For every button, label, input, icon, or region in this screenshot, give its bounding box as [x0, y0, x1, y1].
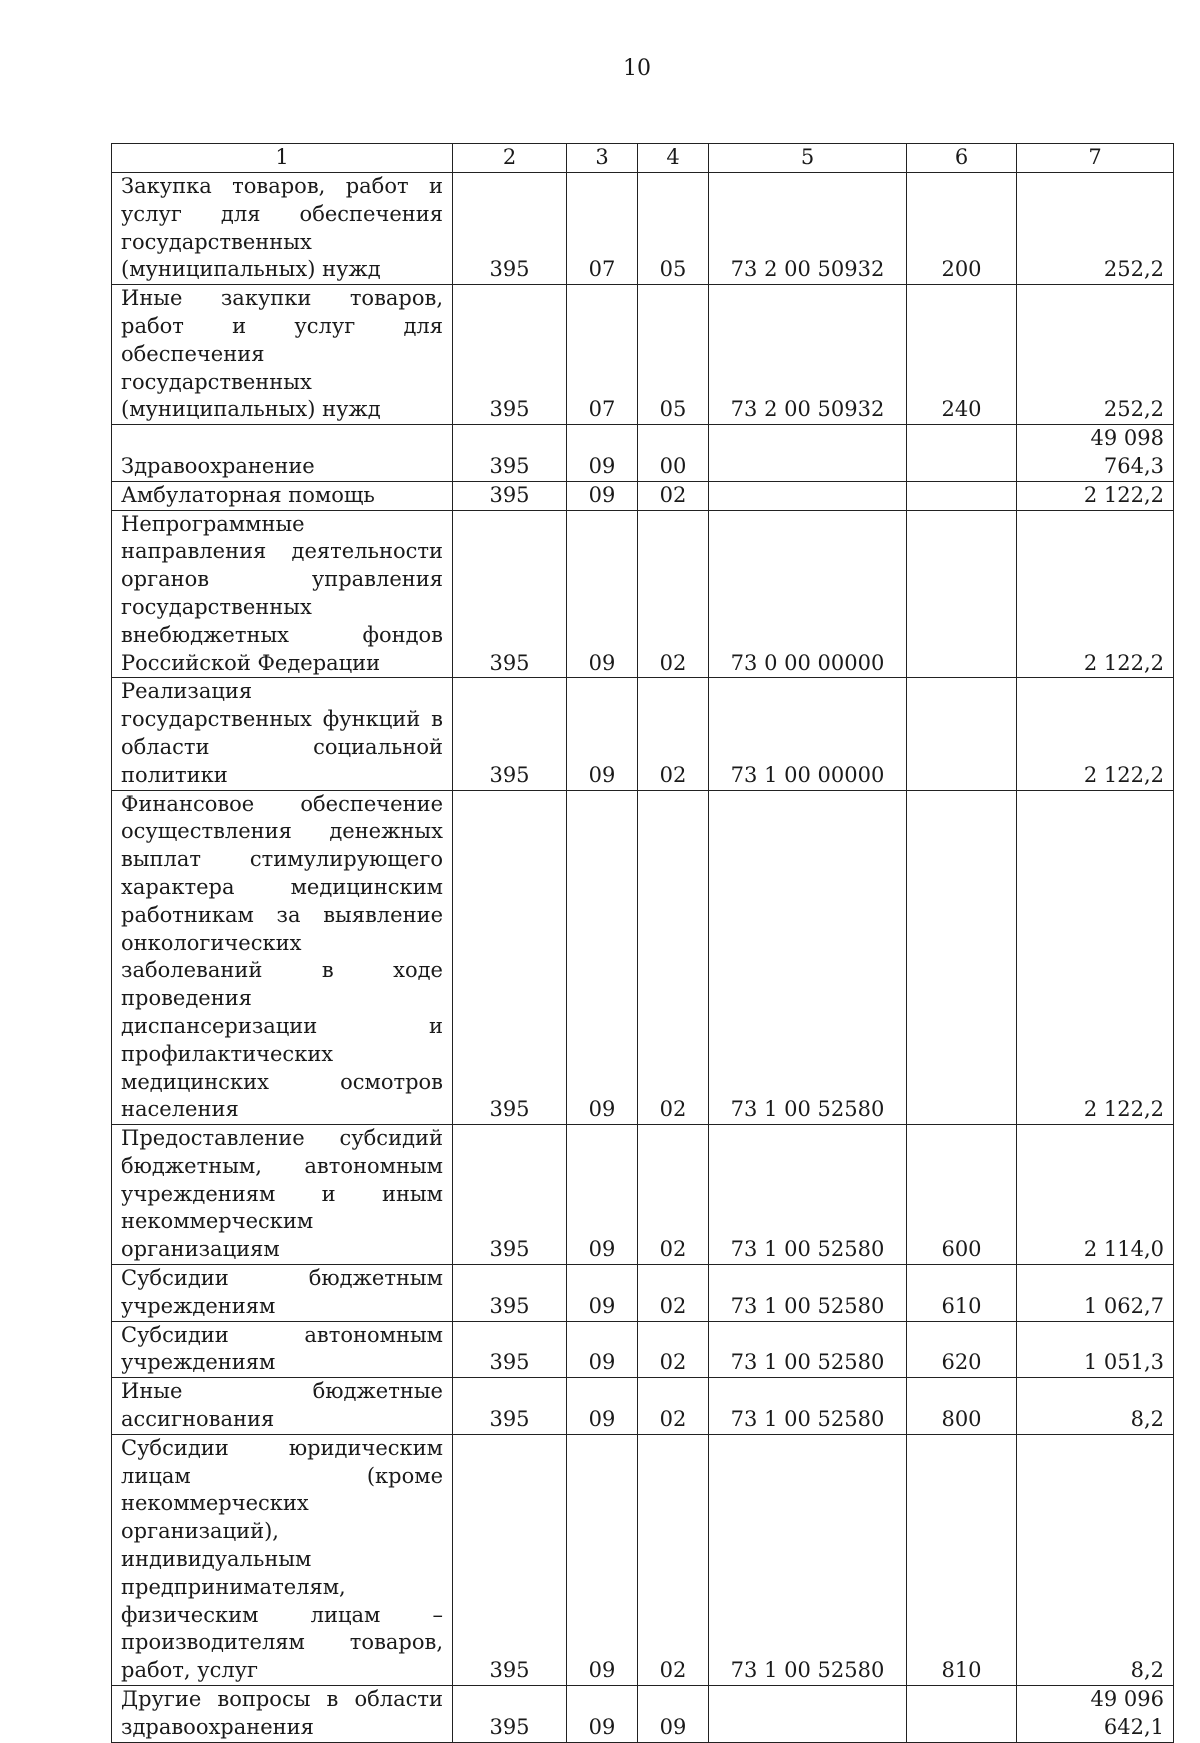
line-item-name: Финансовое обеспечение осуществления денежных выплат стимулирующего характера медицинским работникам за выявление онкологических заболеваний в ходе проведения диспансеризации и профилактических медицинских осмотров населения [112, 790, 453, 1125]
section-code: 07 [567, 173, 638, 285]
section-code: 09 [567, 790, 638, 1125]
amount-value: 252,2 [1017, 173, 1174, 285]
amount-value: 1 062,7 [1017, 1265, 1174, 1322]
grbs-code: 395 [453, 285, 567, 425]
section-code: 09 [567, 678, 638, 790]
table-row [112, 510, 1174, 678]
grbs-code: 395 [453, 678, 567, 790]
grbs-code: 395 [453, 173, 567, 285]
expense-type-code [907, 1686, 1017, 1743]
grbs-code: 395 [453, 790, 567, 1125]
expense-type-code: 800 [907, 1378, 1017, 1435]
expense-type-code: 810 [907, 1434, 1017, 1685]
table-row [112, 1265, 1174, 1322]
subsection-code: 02 [638, 790, 709, 1125]
target-article-code: 73 1 00 52580 [709, 790, 907, 1125]
amount-value: 252,2 [1017, 285, 1174, 425]
section-code: 09 [567, 510, 638, 678]
grbs-code: 395 [453, 1378, 567, 1435]
line-item-name: Субсидии юридическим лицам (кроме некоммерческих организаций), индивидуальным предпринимателям, физическим лицам – производителям товаров, работ, услуг [112, 1434, 453, 1685]
target-article-code: 73 0 00 00000 [709, 510, 907, 678]
column-header: 4 [638, 144, 709, 173]
budget-table [111, 143, 1174, 1743]
target-article-code [709, 1686, 907, 1743]
expense-type-code [907, 425, 1017, 482]
target-article-code: 73 2 00 50932 [709, 285, 907, 425]
subsection-code: 02 [638, 1378, 709, 1435]
target-article-code: 73 2 00 50932 [709, 173, 907, 285]
target-article-code: 73 1 00 52580 [709, 1265, 907, 1322]
line-item-name: Непрограммные направления деятельности органов управления государственных внебюджетных фондов Российской Федерации [112, 510, 453, 678]
amount-value: 2 122,2 [1017, 510, 1174, 678]
expense-type-code [907, 678, 1017, 790]
grbs-code: 395 [453, 425, 567, 482]
table-row [112, 1434, 1174, 1685]
expense-type-code: 620 [907, 1321, 1017, 1378]
amount-value: 8,2 [1017, 1378, 1174, 1435]
amount-value: 1 051,3 [1017, 1321, 1174, 1378]
grbs-code: 395 [453, 1125, 567, 1265]
table-row [112, 285, 1174, 425]
section-code: 09 [567, 481, 638, 510]
line-item-name: Другие вопросы в области здравоохранения [112, 1686, 453, 1743]
amount-value: 49 096 642,1 [1017, 1686, 1174, 1743]
table-row [112, 481, 1174, 510]
amount-value: 2 114,0 [1017, 1125, 1174, 1265]
target-article-code [709, 481, 907, 510]
amount-value: 2 122,2 [1017, 481, 1174, 510]
table-row [112, 790, 1174, 1125]
section-code: 09 [567, 1378, 638, 1435]
column-header: 1 [112, 144, 453, 173]
grbs-code: 395 [453, 1265, 567, 1322]
line-item-name: Здравоохранение [112, 425, 453, 482]
section-code: 09 [567, 1125, 638, 1265]
subsection-code: 00 [638, 425, 709, 482]
target-article-code: 73 1 00 52580 [709, 1434, 907, 1685]
subsection-code: 05 [638, 173, 709, 285]
grbs-code: 395 [453, 1321, 567, 1378]
column-header: 5 [709, 144, 907, 173]
table-row [112, 1125, 1174, 1265]
page-number: 10 [623, 56, 651, 81]
column-header: 2 [453, 144, 567, 173]
column-header: 6 [907, 144, 1017, 173]
column-header: 7 [1017, 144, 1174, 173]
expense-type-code [907, 510, 1017, 678]
grbs-code: 395 [453, 1686, 567, 1743]
subsection-code: 09 [638, 1686, 709, 1743]
table-row [112, 678, 1174, 790]
section-code: 09 [567, 425, 638, 482]
amount-value: 49 098 764,3 [1017, 425, 1174, 482]
section-code: 07 [567, 285, 638, 425]
table-row [112, 1378, 1174, 1435]
table-row [112, 1686, 1174, 1743]
target-article-code [709, 425, 907, 482]
subsection-code: 02 [638, 1125, 709, 1265]
table-row [112, 1321, 1174, 1378]
subsection-code: 05 [638, 285, 709, 425]
amount-value: 2 122,2 [1017, 790, 1174, 1125]
target-article-code: 73 1 00 52580 [709, 1321, 907, 1378]
section-code: 09 [567, 1265, 638, 1322]
line-item-name: Амбулаторная помощь [112, 481, 453, 510]
section-code: 09 [567, 1321, 638, 1378]
amount-value: 2 122,2 [1017, 678, 1174, 790]
line-item-name: Субсидии автономным учреждениям [112, 1321, 453, 1378]
line-item-name: Предоставление субсидий бюджетным, автономным учреждениям и иным некоммерческим организациям [112, 1125, 453, 1265]
grbs-code: 395 [453, 481, 567, 510]
line-item-name: Субсидии бюджетным учреждениям [112, 1265, 453, 1322]
line-item-name: Закупка товаров, работ и услуг для обеспечения государственных (муниципальных) нужд [112, 173, 453, 285]
grbs-code: 395 [453, 1434, 567, 1685]
expense-type-code [907, 790, 1017, 1125]
section-code: 09 [567, 1686, 638, 1743]
line-item-name: Иные закупки товаров, работ и услуг для обеспечения государственных (муниципальных) нужд [112, 285, 453, 425]
table-body [112, 144, 1174, 1743]
subsection-code: 02 [638, 1265, 709, 1322]
target-article-code: 73 1 00 52580 [709, 1378, 907, 1435]
amount-value: 8,2 [1017, 1434, 1174, 1685]
expense-type-code: 200 [907, 173, 1017, 285]
expense-type-code: 610 [907, 1265, 1017, 1322]
target-article-code: 73 1 00 52580 [709, 1125, 907, 1265]
expense-type-code: 240 [907, 285, 1017, 425]
table-header-row [112, 144, 1174, 173]
target-article-code: 73 1 00 00000 [709, 678, 907, 790]
subsection-code: 02 [638, 510, 709, 678]
subsection-code: 02 [638, 1434, 709, 1685]
line-item-name: Реализация государственных функций в области социальной политики [112, 678, 453, 790]
table-row [112, 425, 1174, 482]
subsection-code: 02 [638, 1321, 709, 1378]
expense-type-code: 600 [907, 1125, 1017, 1265]
line-item-name: Иные бюджетные ассигнования [112, 1378, 453, 1435]
column-header: 3 [567, 144, 638, 173]
table-row [112, 173, 1174, 285]
section-code: 09 [567, 1434, 638, 1685]
subsection-code: 02 [638, 678, 709, 790]
subsection-code: 02 [638, 481, 709, 510]
expense-type-code [907, 481, 1017, 510]
grbs-code: 395 [453, 510, 567, 678]
